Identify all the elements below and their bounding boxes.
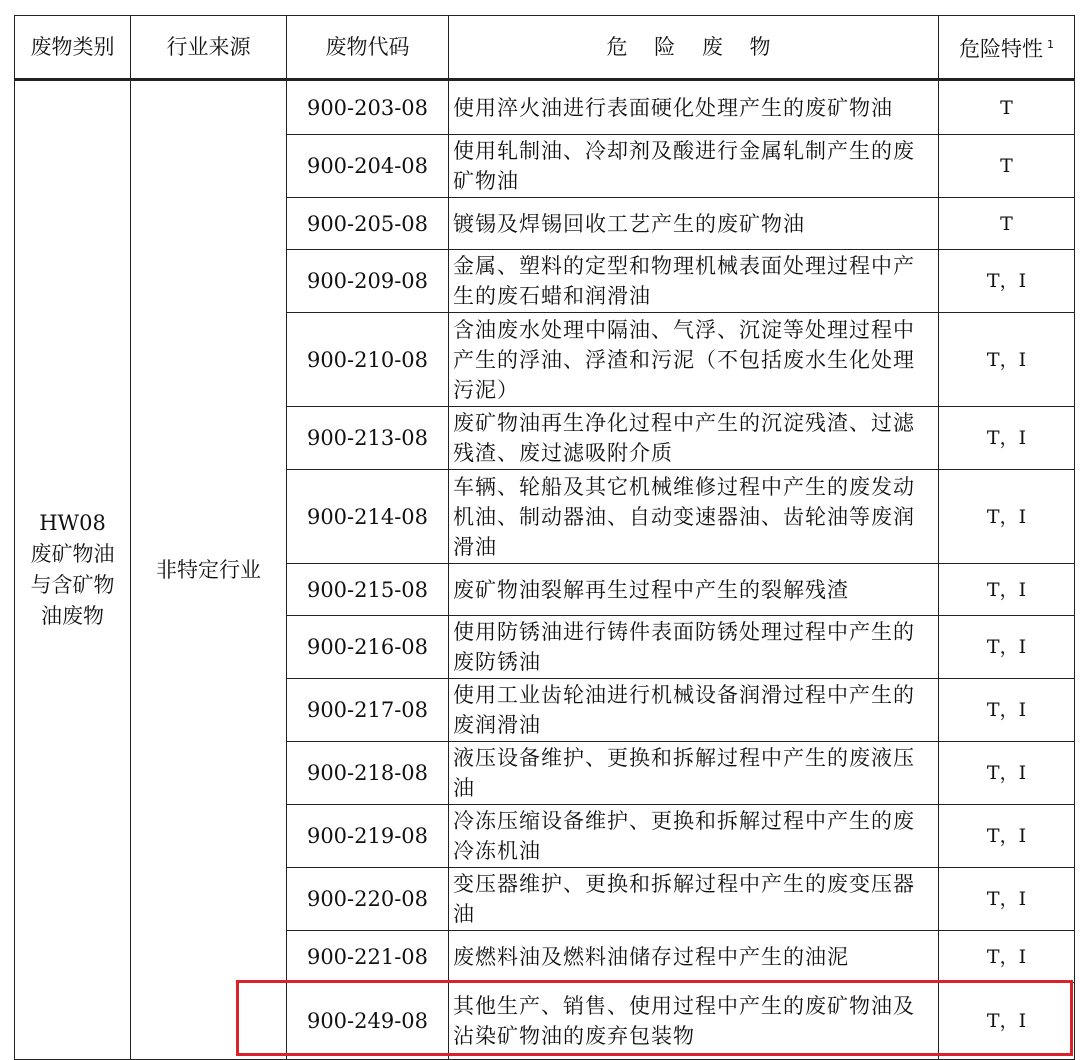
hazard-characteristic-cell: T，I — [939, 407, 1075, 470]
category-name-line3: 油废物 — [41, 604, 104, 628]
hazard-characteristic-cell: T — [939, 198, 1075, 250]
waste-description-cell: 废矿物油再生净化过程中产生的沉淀残渣、过滤残渣、废过滤吸附介质 — [449, 407, 939, 470]
hazard-characteristic-cell: T，I — [939, 470, 1075, 564]
source-cell: 非特定行业 — [131, 80, 287, 1060]
waste-code-cell: 900-203-08 — [287, 80, 449, 135]
header-hazard-footnote: 1 — [1047, 38, 1054, 51]
waste-code-cell: 900-219-08 — [287, 805, 449, 868]
waste-code-cell: 900-205-08 — [287, 198, 449, 250]
waste-code-cell: 900-218-08 — [287, 742, 449, 805]
waste-description-cell: 冷冻压缩设备维护、更换和拆解过程中产生的废冷冻机油 — [449, 805, 939, 868]
hazard-characteristic-cell: T，I — [939, 564, 1075, 616]
header-code: 废物代码 — [287, 16, 449, 80]
header-hazard-label: 危险特性 — [959, 37, 1043, 61]
waste-description-cell: 含油废水处理中隔油、气浮、沉淀等处理过程中产生的浮油、浮渣和污泥（不包括废水生化处理污泥） — [449, 313, 939, 407]
hazardous-waste-table — [14, 15, 1075, 1060]
waste-description-cell: 车辆、轮船及其它机械维修过程中产生的废发动机油、制动器油、自动变速器油、齿轮油等废润滑油 — [449, 470, 939, 564]
hazard-characteristic-cell: T，I — [939, 313, 1075, 407]
waste-code-cell: 900-213-08 — [287, 407, 449, 470]
table-row — [15, 80, 1075, 135]
category-name-line2: 与含矿物 — [30, 573, 115, 597]
hazard-characteristic-cell: T，I — [939, 868, 1075, 931]
hazard-characteristic-cell: T，I — [939, 983, 1075, 1060]
waste-description-cell: 使用防锈油进行铸件表面防锈处理过程中产生的废防锈油 — [449, 616, 939, 679]
header-row — [15, 16, 1075, 80]
waste-description-cell: 废燃料油及燃料油储存过程中产生的油泥 — [449, 931, 939, 983]
hazard-characteristic-cell: T，I — [939, 250, 1075, 313]
waste-code-cell: 900-214-08 — [287, 470, 449, 564]
waste-description-cell: 变压器维护、更换和拆解过程中产生的废变压器油 — [449, 868, 939, 931]
waste-description-cell: 废矿物油裂解再生过程中产生的裂解残渣 — [449, 564, 939, 616]
category-cell — [15, 80, 131, 1060]
waste-code-cell: 900-215-08 — [287, 564, 449, 616]
category-name-line1: 废矿物油 — [30, 542, 115, 566]
category-code: HW08 — [39, 511, 106, 535]
hazard-characteristic-cell: T，I — [939, 616, 1075, 679]
waste-description-cell: 使用轧制油、冷却剂及酸进行金属轧制产生的废矿物油 — [449, 135, 939, 198]
header-waste: 危 险 废 物 — [449, 16, 939, 80]
hazard-characteristic-cell: T — [939, 80, 1075, 135]
waste-code-cell: 900-209-08 — [287, 250, 449, 313]
waste-description-cell: 镀锡及焊锡回收工艺产生的废矿物油 — [449, 198, 939, 250]
hazard-characteristic-cell: T — [939, 135, 1075, 198]
waste-code-cell: 900-220-08 — [287, 868, 449, 931]
hazard-characteristic-cell: T，I — [939, 931, 1075, 983]
waste-description-cell: 金属、塑料的定型和物理机械表面处理过程中产生的废石蜡和润滑油 — [449, 250, 939, 313]
header-source: 行业来源 — [131, 16, 287, 80]
waste-code-cell: 900-216-08 — [287, 616, 449, 679]
header-hazard — [939, 16, 1075, 80]
waste-description-cell: 液压设备维护、更换和拆解过程中产生的废液压油 — [449, 742, 939, 805]
waste-description-cell: 其他生产、销售、使用过程中产生的废矿物油及沾染矿物油的废弃包装物 — [449, 983, 939, 1060]
waste-description-cell: 使用工业齿轮油进行机械设备润滑过程中产生的废润滑油 — [449, 679, 939, 742]
waste-code-cell: 900-204-08 — [287, 135, 449, 198]
hazard-characteristic-cell: T，I — [939, 805, 1075, 868]
waste-description-cell: 使用淬火油进行表面硬化处理产生的废矿物油 — [449, 80, 939, 135]
waste-code-cell: 900-217-08 — [287, 679, 449, 742]
hazard-characteristic-cell: T，I — [939, 679, 1075, 742]
waste-code-cell: 900-210-08 — [287, 313, 449, 407]
hazard-characteristic-cell: T，I — [939, 742, 1075, 805]
waste-code-cell: 900-249-08 — [287, 983, 449, 1060]
header-category: 废物类别 — [15, 16, 131, 80]
waste-code-cell: 900-221-08 — [287, 931, 449, 983]
